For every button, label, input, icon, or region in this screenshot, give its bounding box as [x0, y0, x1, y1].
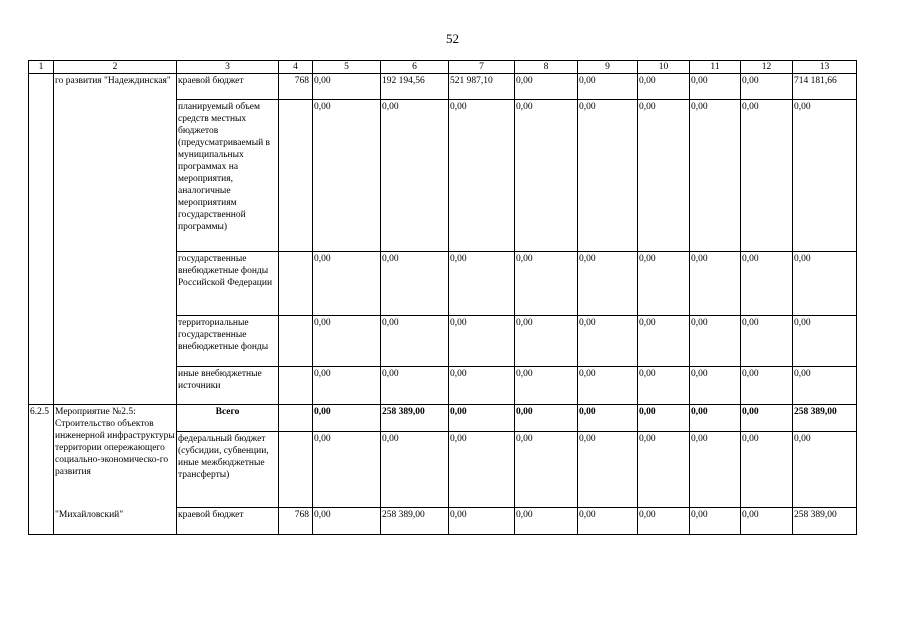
- value-cell: 0,00: [741, 432, 793, 508]
- header-cell: 4: [279, 61, 313, 74]
- value-cell: 0,00: [381, 100, 449, 252]
- code-cell: [279, 367, 313, 405]
- source-cell: федеральный бюджет (субсидии, субвенции, иные межбюджетные трансферты): [177, 432, 279, 508]
- source-cell: Всего: [177, 405, 279, 432]
- value-cell: 0,00: [578, 405, 638, 432]
- value-cell: 0,00: [313, 432, 381, 508]
- header-cell: 3: [177, 61, 279, 74]
- value-cell: 0,00: [313, 367, 381, 405]
- code-cell: [279, 316, 313, 367]
- value-cell: 258 389,00: [793, 508, 857, 535]
- value-cell: 0,00: [578, 367, 638, 405]
- value-cell: 258 389,00: [381, 508, 449, 535]
- value-cell: 0,00: [313, 405, 381, 432]
- value-cell: 258 389,00: [381, 405, 449, 432]
- value-cell: 0,00: [793, 316, 857, 367]
- header-cell: 1: [29, 61, 54, 74]
- value-cell: 0,00: [690, 367, 741, 405]
- value-cell: 0,00: [690, 405, 741, 432]
- table-row: [29, 508, 857, 535]
- code-cell: [279, 252, 313, 316]
- table-row: [29, 74, 857, 100]
- value-cell: 0,00: [690, 432, 741, 508]
- header-cell: 12: [741, 61, 793, 74]
- value-cell: 0,00: [741, 316, 793, 367]
- value-cell: 0,00: [741, 405, 793, 432]
- value-cell: 0,00: [381, 252, 449, 316]
- page-number: 52: [446, 31, 459, 46]
- value-cell: 714 181,66: [793, 74, 857, 100]
- value-cell: 0,00: [381, 432, 449, 508]
- code-cell: [279, 405, 313, 432]
- value-cell: 192 194,56: [381, 74, 449, 100]
- value-cell: 0,00: [741, 367, 793, 405]
- value-cell: 0,00: [449, 508, 515, 535]
- header-cell: 11: [690, 61, 741, 74]
- value-cell: 0,00: [638, 74, 690, 100]
- header-cell: 6: [381, 61, 449, 74]
- value-cell: 0,00: [638, 432, 690, 508]
- source-cell: иные внебюджетные источники: [177, 367, 279, 405]
- value-cell: 0,00: [638, 508, 690, 535]
- value-cell: 0,00: [381, 367, 449, 405]
- value-cell: 0,00: [449, 100, 515, 252]
- value-cell: 0,00: [793, 367, 857, 405]
- code-cell: [279, 432, 313, 508]
- value-cell: 0,00: [793, 432, 857, 508]
- measure-name-cell: "Михайловский": [54, 508, 177, 535]
- header-cell: 2: [54, 61, 177, 74]
- value-cell: 0,00: [741, 100, 793, 252]
- source-cell: планируемый объем средств местных бюджетов (предусматриваемый в муниципальных программах на мероприятия, аналогичные мероприятиям государственной программы): [177, 100, 279, 252]
- measure-name-cell: го развития "Надеждинская": [54, 74, 177, 405]
- value-cell: 0,00: [690, 100, 741, 252]
- value-cell: 0,00: [515, 74, 578, 100]
- value-cell: 0,00: [313, 74, 381, 100]
- value-cell: 0,00: [690, 252, 741, 316]
- value-cell: 0,00: [449, 316, 515, 367]
- value-cell: 0,00: [690, 316, 741, 367]
- value-cell: 0,00: [515, 432, 578, 508]
- value-cell: 0,00: [515, 100, 578, 252]
- value-cell: 0,00: [578, 100, 638, 252]
- value-cell: 0,00: [515, 508, 578, 535]
- value-cell: 0,00: [313, 316, 381, 367]
- code-cell: 768: [279, 508, 313, 535]
- code-cell: [279, 100, 313, 252]
- value-cell: 0,00: [793, 252, 857, 316]
- header-cell: 7: [449, 61, 515, 74]
- table-row: [29, 405, 857, 432]
- value-cell: 0,00: [578, 252, 638, 316]
- measure-name-cell: Мероприятие №2.5: Строительство объектов инженерной инфраструктуры территории опережающего социально-экономическо-го развития: [54, 405, 177, 508]
- value-cell: 0,00: [578, 432, 638, 508]
- value-cell: 0,00: [449, 405, 515, 432]
- value-cell: 0,00: [741, 74, 793, 100]
- value-cell: 0,00: [638, 100, 690, 252]
- value-cell: 0,00: [313, 100, 381, 252]
- header-row: [29, 61, 857, 74]
- value-cell: 0,00: [578, 508, 638, 535]
- row-number-cell: [29, 74, 54, 405]
- value-cell: 258 389,00: [793, 405, 857, 432]
- value-cell: 0,00: [578, 74, 638, 100]
- source-cell: краевой бюджет: [177, 74, 279, 100]
- budget-table: [28, 60, 857, 535]
- value-cell: 0,00: [638, 252, 690, 316]
- value-cell: 0,00: [449, 367, 515, 405]
- header-cell: 8: [515, 61, 578, 74]
- value-cell: 521 987,10: [449, 74, 515, 100]
- value-cell: 0,00: [741, 252, 793, 316]
- value-cell: 0,00: [793, 100, 857, 252]
- value-cell: 0,00: [638, 316, 690, 367]
- header-cell: 13: [793, 61, 857, 74]
- header-cell: 10: [638, 61, 690, 74]
- value-cell: 0,00: [313, 252, 381, 316]
- source-cell: государственные внебюджетные фонды Российской Федерации: [177, 252, 279, 316]
- header-cell: 9: [578, 61, 638, 74]
- value-cell: 0,00: [515, 405, 578, 432]
- code-cell: 768: [279, 74, 313, 100]
- source-cell: территориальные государственные внебюджетные фонды: [177, 316, 279, 367]
- header-cell: 5: [313, 61, 381, 74]
- value-cell: 0,00: [690, 508, 741, 535]
- source-cell: краевой бюджет: [177, 508, 279, 535]
- value-cell: 0,00: [515, 252, 578, 316]
- value-cell: 0,00: [449, 432, 515, 508]
- value-cell: 0,00: [690, 74, 741, 100]
- value-cell: 0,00: [381, 316, 449, 367]
- value-cell: 0,00: [515, 367, 578, 405]
- value-cell: 0,00: [515, 316, 578, 367]
- value-cell: 0,00: [313, 508, 381, 535]
- row-number-cell: 6.2.5: [29, 405, 54, 535]
- value-cell: 0,00: [449, 252, 515, 316]
- value-cell: 0,00: [638, 405, 690, 432]
- value-cell: 0,00: [741, 508, 793, 535]
- value-cell: 0,00: [638, 367, 690, 405]
- value-cell: 0,00: [578, 316, 638, 367]
